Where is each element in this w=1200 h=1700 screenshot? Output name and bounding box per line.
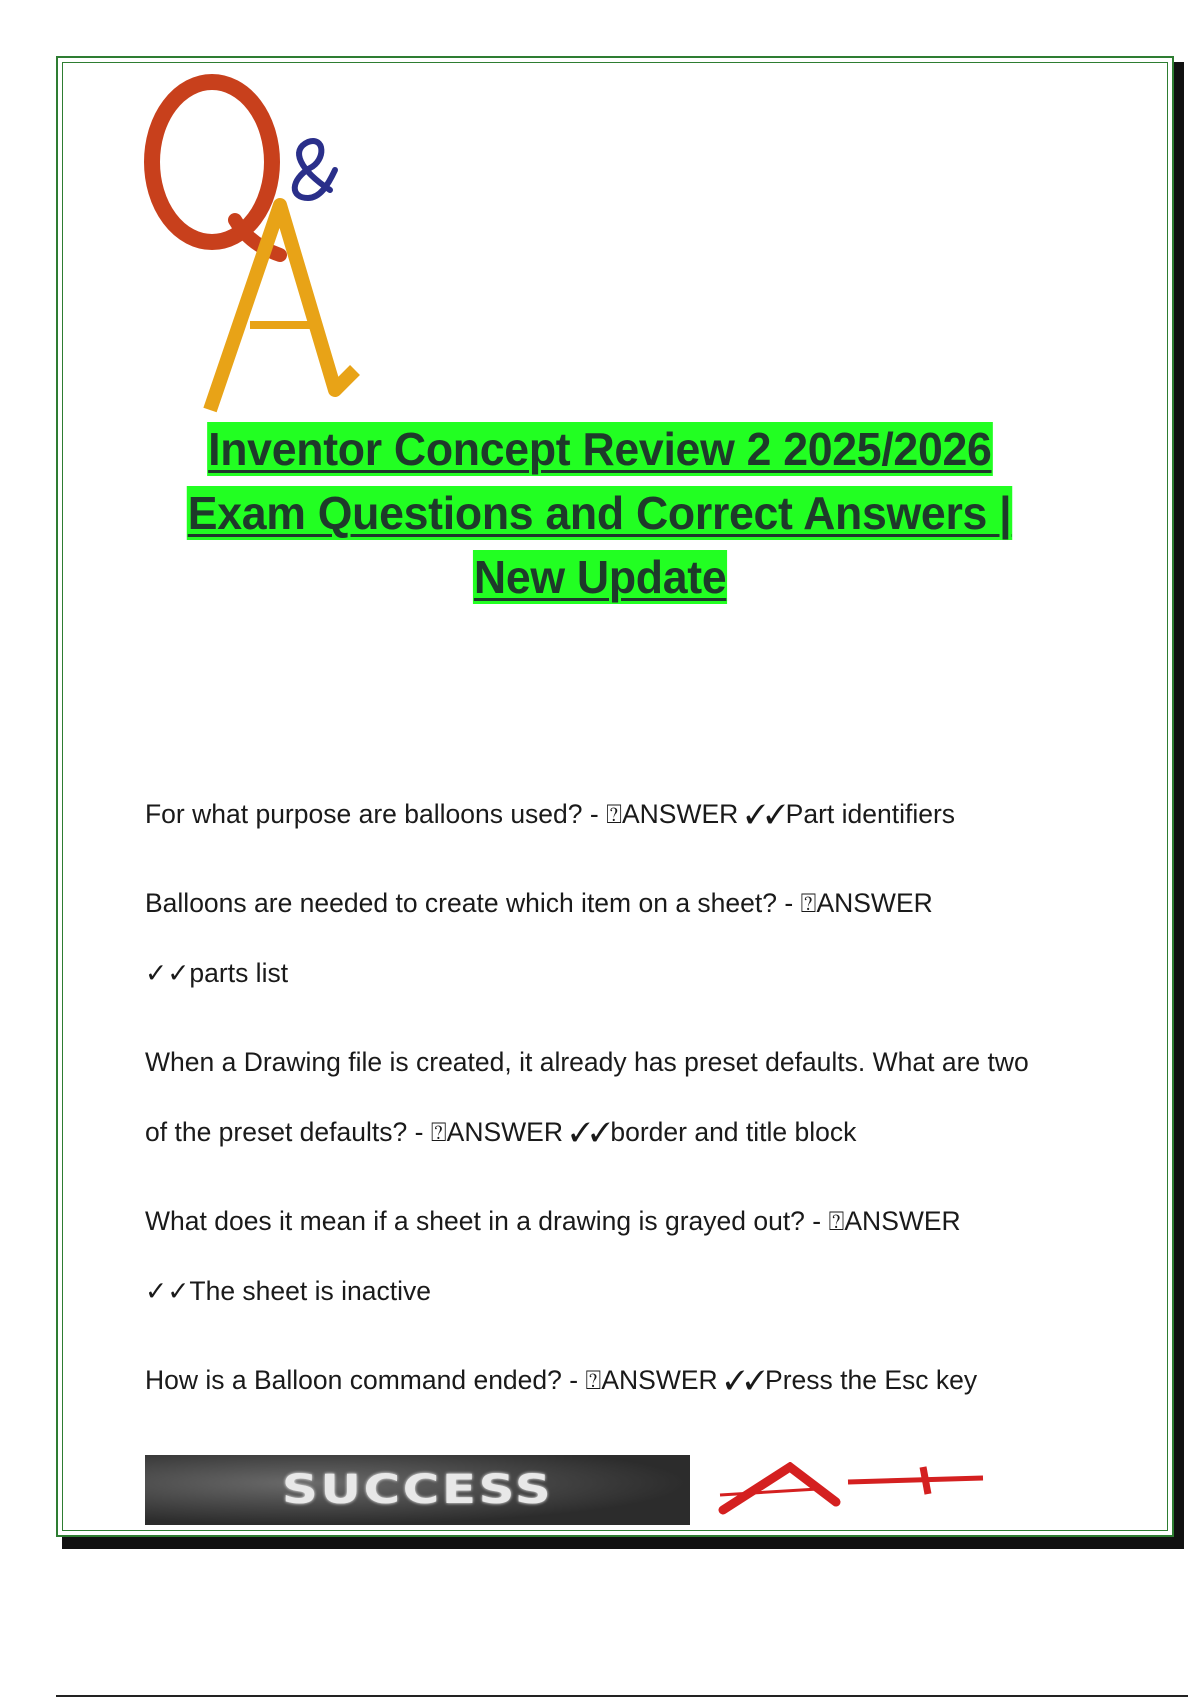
qa-item (145, 792, 1125, 862)
qa-text: What does it mean if a sheet in a drawing is grayed out? - ⍰ANSWER (145, 1206, 961, 1236)
document-title (0, 422, 1200, 614)
qa-text: How is a Balloon command ended? - ⍰ANSWER ✓✓Press the Esc key (145, 1365, 978, 1395)
qa-text: Balloons are needed to create which item on a sheet? - ⍰ANSWER (145, 888, 933, 918)
title-line-3: New Update (473, 551, 727, 603)
qa-list (145, 792, 1125, 1447)
title-line-2: Exam Questions and Correct Answers | (188, 487, 1012, 539)
success-text: SUCCESS (281, 1467, 554, 1513)
title-line-1: Inventor Concept Review 2 2025/2026 (208, 423, 992, 475)
qa-item (145, 1199, 1125, 1339)
qa-item (145, 881, 1125, 1021)
success-chalkboard-image (145, 1455, 690, 1525)
qa-text: ✓✓parts list (145, 958, 289, 988)
qa-text: When a Drawing file is created, it already has preset defaults. What are two (145, 1047, 1029, 1077)
qa-text: ✓✓The sheet is inactive (145, 1276, 431, 1306)
qa-logo (140, 70, 420, 420)
logo-amp-shape (295, 141, 335, 198)
logo-q-shape (152, 82, 280, 255)
qa-item (145, 1040, 1125, 1180)
qa-text: of the preset defaults? - ⍰ANSWER ✓✓border and title block (145, 1117, 857, 1147)
qa-item (145, 1358, 1125, 1428)
bottom-rule (56, 1695, 1188, 1697)
qa-text: For what purpose are balloons used? - ⍰ANSWER ✓✓Part identifiers (145, 799, 956, 829)
a-plus-grade-image (718, 1462, 993, 1517)
